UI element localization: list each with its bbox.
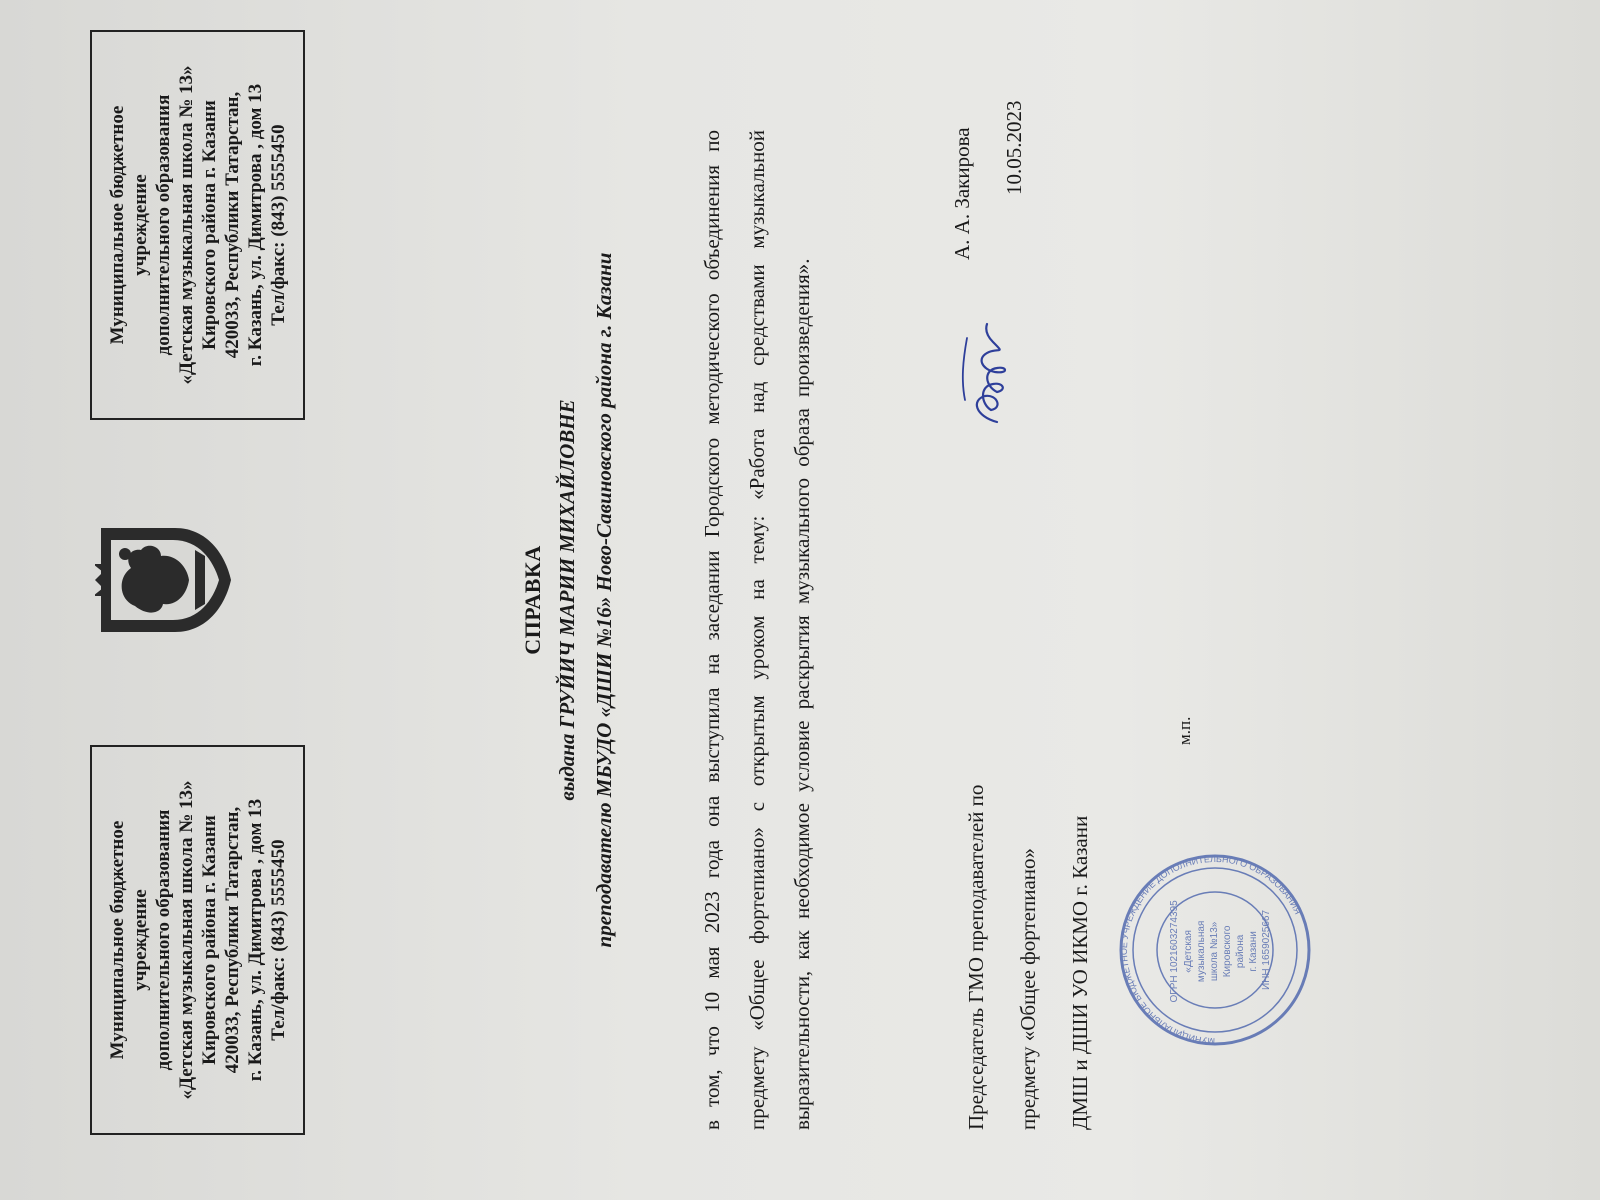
- header-box-right: [90, 30, 305, 420]
- signature-date: 10.05.2023: [1002, 100, 1026, 195]
- stamp-inner-line: ОГРН 1021603274395: [1169, 900, 1180, 1003]
- signatory-line: ДМШ и ДШИ УО ИКМО г. Казани: [1068, 815, 1092, 1130]
- issued-position-line: преподавателю МБУДО «ДШИ №16» Ново-Савиновского района г. Казани: [592, 252, 616, 948]
- stamp-inner-line: музыкальная: [1196, 920, 1207, 983]
- header-right-line: дополнительного образования: [153, 94, 174, 356]
- document-title: СПРАВКА: [520, 545, 545, 655]
- certificate-body: в том, что 10 мая 2023 года она выступила на заседании Городского методического объединения по предмету «Общее фортепиано» с открытым уроком на тему: «Работа над средствами музыкальной выразительности, как необходимое условие раскрытия музыкального образа произведения».: [700, 130, 814, 1130]
- header-box-left: [90, 745, 305, 1135]
- stamp-inner-line: г. Казани: [1248, 931, 1259, 972]
- round-stamp-icon: [1115, 850, 1315, 1050]
- header-right-line: «Детская музыкальная школа № 13»: [176, 65, 197, 385]
- stamp-place-label: м.п.: [1175, 716, 1194, 745]
- header-left-line: Муниципальное бюджетное: [107, 820, 128, 1060]
- coat-of-arms-icon: [95, 520, 235, 640]
- header-right-line: 420033, Республики Татарстан,: [222, 91, 243, 359]
- stamp-inner-line: района: [1235, 934, 1246, 969]
- handwritten-signature: [945, 320, 1025, 430]
- signatory-block: [950, 785, 1106, 1130]
- header-left-line: Тел/факс: (843) 5555450: [268, 839, 289, 1041]
- header-left-line: «Детская музыкальная школа № 13»: [176, 780, 197, 1100]
- stamp-inner-line: «Детская: [1183, 930, 1194, 973]
- header-left-line: дополнительного образования: [153, 809, 174, 1071]
- header-right-line: г. Казань, ул. Димитрова , дом 13: [245, 83, 266, 367]
- header-right-line: Кировского района г. Казани: [199, 100, 220, 350]
- header-left-line: учреждение: [130, 889, 151, 991]
- header-right-line: Муниципальное бюджетное: [107, 105, 128, 345]
- stamp-inner-line: школа №13»: [1209, 921, 1220, 982]
- signatory-line: Председатель ГМО преподавателей по: [964, 784, 988, 1130]
- header-left-line: Кировского района г. Казани: [199, 815, 220, 1065]
- signatory-line: предмету «Общее фортепиано»: [1016, 847, 1040, 1130]
- stamp-inner-line: ИНН 1659025667: [1261, 909, 1272, 991]
- issued-to-line: выдана ГРУЙИЧ МАРИИ МИХАЙЛОВНЕ: [555, 399, 579, 801]
- signatory-name: А. А. Закирова: [950, 127, 974, 260]
- header-left-line: 420033, Республики Татарстан,: [222, 806, 243, 1074]
- svg-text:ОГРН 1021603274395 «Детс: [1169, 898, 1272, 1003]
- header-left-line: г. Казань, ул. Димитрова , дом 13: [245, 798, 266, 1082]
- stamp-outer-text: МУНИЦИПАЛЬНОЕ БЮДЖЕТНОЕ УЧРЕЖДЕНИЕ ДОПОЛНИТЕЛЬНОГО ОБРАЗОВАНИЯ: [1118, 853, 1304, 1047]
- header-right-line: учреждение: [130, 174, 151, 276]
- header-right-line: Тел/факс: (843) 5555450: [268, 124, 289, 326]
- stamp-inner-line: Кировского: [1222, 925, 1233, 978]
